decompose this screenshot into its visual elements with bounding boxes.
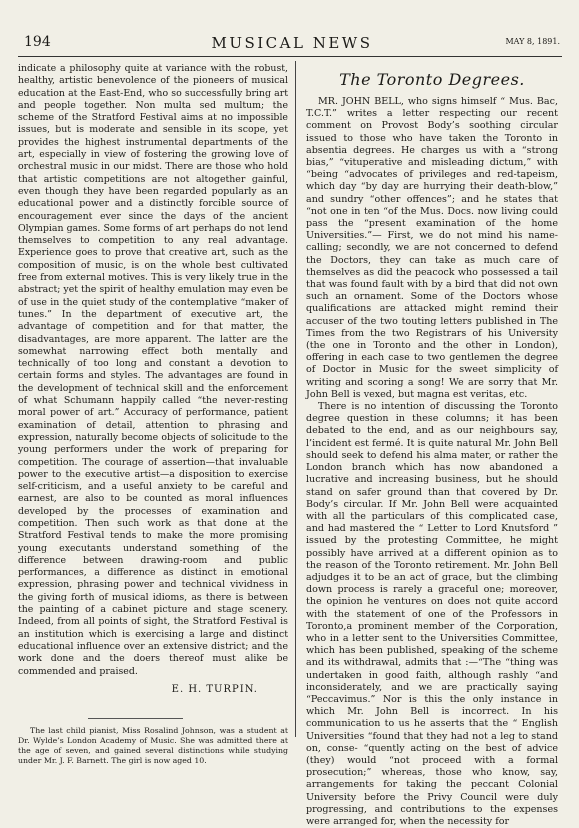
article-title: The Toronto Degrees. <box>339 70 525 89</box>
author-signature: E. H. TURPIN. <box>171 683 258 695</box>
right-paragraph-1: MR. JOHN BELL, who signs himself “ Mus. Bac, T.C.T.” writes a letter respecting our recent comment on Provost Body’s soothing circular issued to those who have taken the Toronto in absentia degrees. He charges us with a “strong bias,” “vituperative and misleading dictum,” with “being “advocates of privileges and red-tapeism, which day “by day are hurrying their death-blow,” and sundry “other offences”; and he states that “not one in ten “of the Mus. Docs. now living could pass the “present examination of the home Universities.”— First, we do not mind his name-calling; secondly, we are not concerned to defend the Doctors, they can take as much care of themselves as did the peacock who possessed a tail that was found fault with by a bird that did not own such an ornament. Some of the Doctors whose qualifications are attacked might remind their accuser of the two touting letters published in The Times from the two Registrars of his University (the one in Toronto and the other in London), offering in each case to two gentlemen the degree of Doctor in Music for the sweet simplicity of writing and scoring a song! We are sorry that Mr. John Bell is vexed, but magna est veritas, etc. <box>306 96 558 400</box>
footnote-rule <box>88 718 183 719</box>
left-column <box>18 63 288 766</box>
page-number: 194 <box>24 34 51 50</box>
page-header <box>24 34 560 56</box>
issue-date: MAY 8, 1891. <box>505 37 560 46</box>
right-column <box>306 96 558 828</box>
footnote: The last child pianist, Miss Rosalind Johnson, was a student at Dr. Wylde’s London Academy of Music. She was admitted there at the age of seven, and gained several distinctions while studying under Mr. J. F. Barnett. The girl is now aged 10. <box>18 726 288 766</box>
header-rule <box>18 56 562 57</box>
journal-title: MUSICAL NEWS <box>211 34 373 52</box>
right-paragraph-2: There is no intention of discussing the Toronto degree question in these columns; it has been debated to the end, and as our neighbours say, l’incident est fermé. It is quite natural Mr. John Bell should seek to defend his alma mater, or rather the London branch which has now abandoned a lucrative and increasing business, but he should stand on safer ground than that covered by Dr. Body’s circular. If Mr. John Bell were acquainted with all the particulars of this complicated case, and had mastered the “ Letter to Lord Knutsford ” issued by the protesting Committee, he might possibly have arrived at a different opinion as to the reason of the Toronto retirement. Mr. John Bell adjudges it to be an act of grace, but the climbing down process is rarely a graceful one; moreover, the opinion he ventures on does not quite accord with the statement of one of the Professors in Toronto,a prominent member of the Corporation, who in a letter sent to the Universities Committee, which has been published, speaking of the scheme and its withdrawal, admits that :—“The “thing was undertaken in good faith, although rashly “and inconsiderately, and we are practically saying “Peccavimus.” Nor is this the only instance in which Mr. John Bell is incorrect. In his communication to us he asserts that the “ English Universities “found that they had not a leg to stand on, conse- “quently acting on the best of advice (they) would “not proceed with a formal prosecution;” whereas, those who know, say, arrangements for taking the peccant Colonial University before the Privy Council were duly progressing, and contributions to the expenses were arranged for, when the necessity for <box>306 401 558 827</box>
left-paragraph: indicate a philosophy quite at variance with the robust, healthy, artistic benevolence of the pioneers of musical education at the East-End, who so successfully bring art and people together. Non multa sed multum; the scheme of the Stratford Festival aims at no impossible issues, but is moderate and sensible in its scope, yet provides the highest instrumental departments of the art, especially in view of fostering the growing love of orchestral music in our midst. There are those who hold that artistic competitions are not altogether gainful, even though they have been regarded popularly as an educational power and a distinctly forcible source of encouragement ever since the days of the ancient Olympian games. Some forms of art perhaps do not lend themselves to competition to any real advantage. Experience goes to prove that creative art, such as the composition of music, is on the whole best cultivated free from external motives. This is very likely true in the abstract; yet the spirit of healthy emulation may even be of use in the quiet study of the contemplative “maker of tunes.” In the department of executive art, the advantage of competition and for that matter, the disadvantages, are more apparent. The latter are the somewhat narrowing effect both mentally and technically of too long and constant a devotion to certain forms and styles. The advantages are found in the development of technical skill and the enforcement of what Schumann happily called “the never-resting moral power of art.” Accuracy of performance, patient examination of detail, attention to phrasing and expression, naturally become objects of solicitude to the young performers under the work of preparing for competition. The courage of assertion—that invaluable power to the executive artist—a disposition to exercise self-criticism, and a useful anxiety to be careful and earnest, are also to be counted as moral influences developed by the processes of examination and competition. Then such work as that done at the Stratford Festival tends to make the more promising young executants understand something of the difference between drawing-room and public performances, a difference as distinct in emotional expression, phrasing power and technical vividness in the giving forth of musical idioms, as there is between the painting of a cabinet picture and stage scenery. Indeed, from all points of sight, the Stratford Festival is an institution which is exercising a large and distinct educational influence over an extensive district; and the work done and the doers thereof must alike be commended and praised. <box>18 63 288 677</box>
column-divider <box>295 61 296 737</box>
